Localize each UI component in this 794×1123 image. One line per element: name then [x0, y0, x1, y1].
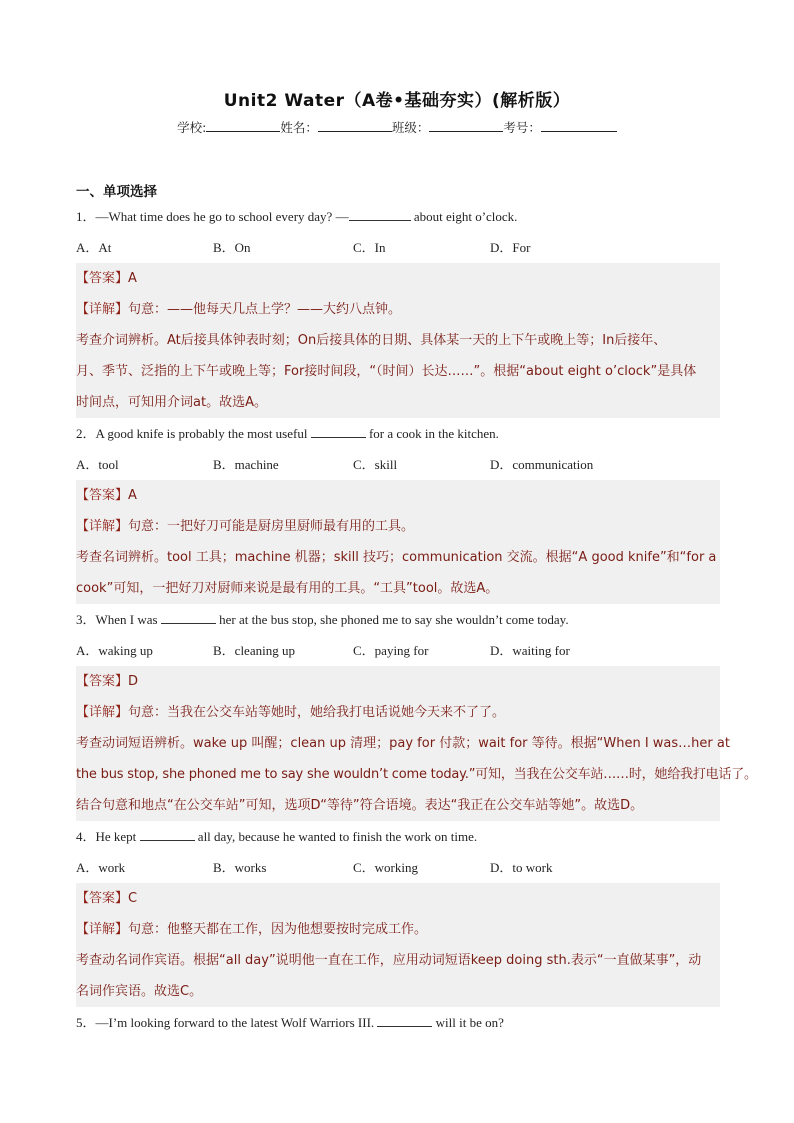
question-4-blank: [140, 826, 195, 841]
detail-label: 【详解】: [76, 302, 129, 317]
question-4-detail-line-3: 名词作宾语。故选C。: [76, 984, 203, 999]
question-3-option-c: C．paying for: [353, 643, 429, 658]
question-4-option-a: A．work: [76, 860, 126, 875]
question-3-option-a: A．waking up: [76, 643, 153, 658]
question-1-detail-line-2: 考查介词辨析。At后接具体钟表时刻；On后接具体的日期、具体某一天的上下午或晚上等；In后接年、: [76, 333, 667, 348]
question-2-option-d: D．communication: [490, 457, 594, 472]
question-1-stem-text: 1．—What time does he go to school every day? —: [76, 209, 349, 224]
name-label: 姓名：: [280, 120, 318, 135]
question-1-detail-line-1: [76, 294, 720, 325]
question-1-answer: [76, 263, 720, 294]
question-2-detail-line-2: 考查名词辨析。tool 工具；machine 机器；skill 技巧；communication 交流。根据“A good knife”和“for a: [76, 550, 717, 565]
question-3-options: [76, 635, 720, 666]
question-3-answer-box: [76, 666, 757, 821]
question-2-option-a: A．tool: [76, 457, 119, 472]
detail-label: 【详解】: [76, 519, 129, 534]
school-label: 学校:: [177, 120, 207, 135]
question-3-detail-line-4: 结合句意和地点“在公交车站”可知，选项D“等待”符合语境。表达“我正在公交车站等她”。故选D。: [76, 798, 644, 813]
question-2-option-b: B．machine: [213, 457, 279, 472]
question-3-option-d: D．waiting for: [490, 643, 570, 658]
question-4-answer-value: C: [128, 891, 138, 906]
question-3-blank: [161, 609, 216, 624]
question-2-answer-box: [76, 480, 720, 604]
question-2-stem-tail: for a cook in the kitchen.: [365, 426, 499, 441]
detail-label: 【详解】: [76, 705, 129, 720]
question-4-stem: [76, 821, 720, 852]
id-blank: [541, 119, 617, 132]
student-info-line: [0, 118, 794, 136]
question-2-detail-text-1: 句意：一把好刀可能是厨房里厨师最有用的工具。: [128, 519, 415, 534]
question-1-option-d: D．For: [490, 240, 531, 255]
question-4-option-c: C．working: [353, 860, 419, 875]
question-5-stem: [76, 1007, 720, 1038]
detail-label: 【详解】: [76, 922, 129, 937]
question-2-detail-line-3: cook”可知，一把好刀对厨师来说是最有用的工具。“工具”tool。故选A。: [76, 581, 499, 596]
question-3-answer-value: D: [128, 674, 139, 689]
question-3-stem-text: 3．When I was: [76, 612, 161, 627]
question-1-option-c: C．In: [353, 240, 386, 255]
question-4-answer: [76, 883, 720, 914]
question-5-blank: [377, 1012, 432, 1027]
question-1-blank: [349, 206, 411, 221]
questions-list: [76, 201, 757, 1038]
question-1-detail-line-3: 月、季节、泛指的上下午或晚上等；For接时间段，“（时间）长达……”。根据“about eight o’clock”是具体: [76, 364, 697, 379]
question-3-detail-line-3: the bus stop, she phoned me to say she wouldn’t come today.”可知，当我在公交车站……时，她给我打电话了。: [76, 767, 757, 782]
question-1-option-a: A．At: [76, 240, 112, 255]
answer-label: 【答案】: [76, 488, 129, 503]
question-4-option-b: B．works: [213, 860, 267, 875]
question-2-options: [76, 449, 720, 480]
question-2-answer-value: A: [128, 488, 137, 503]
answer-label: 【答案】: [76, 674, 129, 689]
question-1-stem: [76, 201, 720, 232]
question-4-detail-line-1: [76, 914, 720, 945]
question-3-answer: [76, 666, 720, 697]
question-1-options: [76, 232, 720, 263]
question-3-detail-line-2: 考查动词短语辨析。wake up 叫醒；clean up 清理；pay for 付款；wait for 等待。根据“When I was…her at: [76, 736, 730, 751]
name-blank: [318, 119, 392, 132]
question-3-option-b: B．cleaning up: [213, 643, 295, 658]
question-2-answer: [76, 480, 720, 511]
question-2-stem: [76, 418, 720, 449]
school-blank: [206, 119, 280, 132]
answer-label: 【答案】: [76, 271, 129, 286]
question-2-option-c: C．skill: [353, 457, 398, 472]
question-2-stem-text: 2．A good knife is probably the most useful: [76, 426, 311, 441]
question-1-answer-value: A: [128, 271, 137, 286]
question-3-stem-tail: her at the bus stop, she phoned me to say she wouldn’t come today.: [215, 612, 569, 627]
question-3-detail-line-1: [76, 697, 720, 728]
question-2-detail-line-1: [76, 511, 720, 542]
question-3-detail-text-1: 句意：当我在公交车站等她时，她给我打电话说她今天来不了了。: [128, 705, 506, 720]
question-1-detail-text-1: 句意：——他每天几点上学？——大约八点钟。: [128, 302, 402, 317]
question-4-option-d: D．to work: [490, 860, 553, 875]
question-4-stem-text: 4．He kept: [76, 829, 140, 844]
section-title: 一、单项选择: [76, 184, 157, 200]
question-4-options: [76, 852, 720, 883]
question-4-detail-line-2: 考查动名词作宾语。根据“all day”说明他一直在工作，应用动词短语keep doing sth.表示“一直做某事”，动: [76, 953, 702, 968]
question-3-stem: [76, 604, 720, 635]
question-4-stem-tail: all day, because he wanted to finish the work on time.: [194, 829, 478, 844]
question-5-stem-text: 5．—I’m looking forward to the latest Wolf Warriors III.: [76, 1015, 378, 1030]
question-1-option-b: B．On: [213, 240, 251, 255]
class-label: 班级：: [391, 120, 430, 135]
question-5-stem-tail: will it be on?: [432, 1015, 504, 1030]
id-label: 考号：: [503, 120, 541, 135]
question-1-answer-box: [76, 263, 720, 418]
question-1-detail-line-4: 时间点，可知用介词at。故选A。: [76, 395, 267, 410]
question-1-stem-tail: about eight o’clock.: [410, 209, 518, 224]
question-4-answer-box: [76, 883, 720, 1007]
question-4-detail-text-1: 句意：他整天都在工作，因为他想要按时完成工作。: [128, 922, 428, 937]
question-2-blank: [311, 423, 366, 438]
page-title: Unit2 Water（A卷•基础夯实）(解析版）: [223, 91, 571, 111]
class-blank: [429, 119, 503, 132]
answer-label: 【答案】: [76, 891, 129, 906]
